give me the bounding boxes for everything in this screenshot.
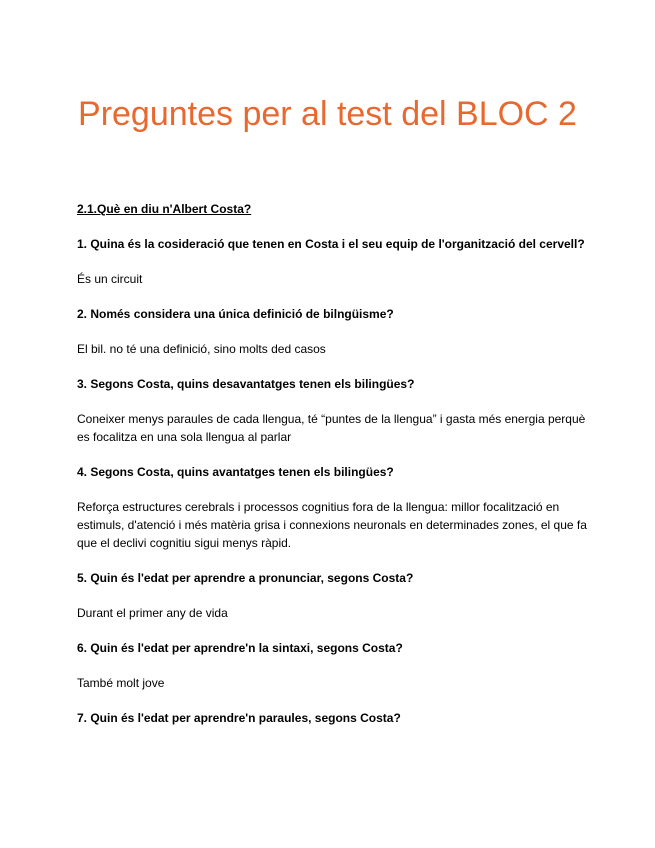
answer-5: Durant el primer any de vida xyxy=(77,606,228,620)
question-2: 2. Només considera una única definició de bilngüisme? xyxy=(77,307,394,321)
answer-1: És un circuit xyxy=(77,272,143,286)
answer-2: El bil. no té una definició, sino molts ded casos xyxy=(77,342,326,356)
question-7: 7. Quin és l'edat per aprendre'n paraules, segons Costa? xyxy=(77,711,401,725)
section-heading: 2.1.Què en diu n'Albert Costa? xyxy=(77,202,252,216)
answer-3: Coneixer menys paraules de cada llengua, té “puntes de la llengua” i gasta més energia perquè es focalitza en una sola llengua al parlar xyxy=(77,412,586,444)
answer-4: Reforça estructures cerebrals i processos cognitius fora de la llengua: millor focalització en estimuls, d'atenció i més matèria grisa i connexions neuronals en determinades zones, el que fa que el declivi cognitiu sigui menys ràpid. xyxy=(77,500,587,550)
question-4: 4. Segons Costa, quins avantatges tenen els bilingües? xyxy=(77,465,394,479)
document-title: Preguntes per al test del BLOC 2 xyxy=(78,95,577,133)
question-3: 3. Segons Costa, quins desavantatges tenen els bilingües? xyxy=(77,377,415,391)
answer-6: També molt jove xyxy=(77,676,165,690)
document-content xyxy=(77,200,587,744)
question-1: 1. Quina és la cosideració que tenen en Costa i el seu equip de l'organització del cervell? xyxy=(77,237,585,251)
question-6: 6. Quin és l'edat per aprendre'n la sintaxi, segons Costa? xyxy=(77,641,403,655)
question-5: 5. Quin és l'edat per aprendre a pronunciar, segons Costa? xyxy=(77,571,414,585)
